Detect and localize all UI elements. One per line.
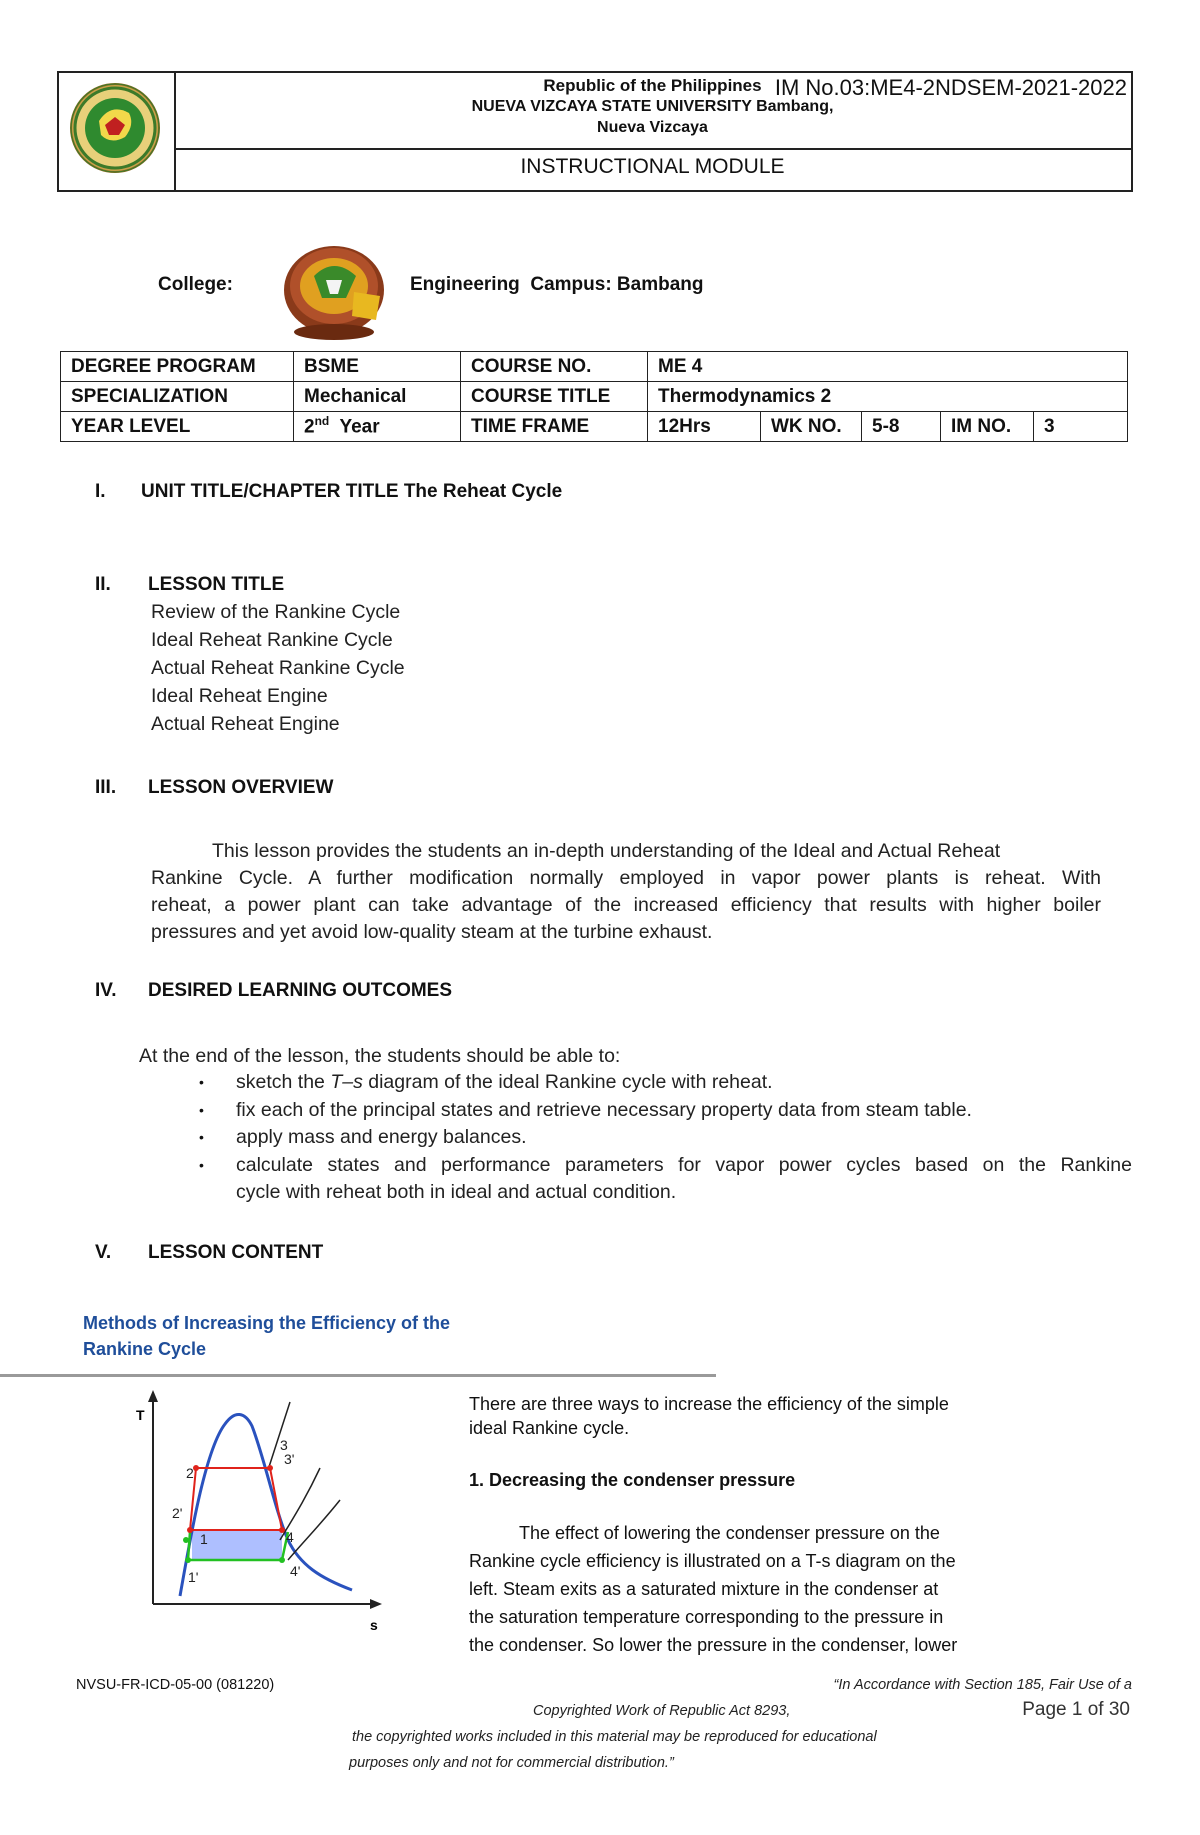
overview-line: This lesson provides the students an in-depth understanding of the Ideal and Actual Reheat [212,840,1001,862]
content-intro: There are three ways to increase the efficiency of the simple ideal Rankine cycle. [469,1394,949,1438]
state-label: 4 [286,1529,294,1545]
state-label: 2 [186,1465,194,1481]
outcome-item-cont: cycle with reheat both in ideal and actual condition. [236,1181,677,1203]
form-code: NVSU-FR-ICD-05-00 (081220) [76,1677,275,1693]
degree-program-value: BSME [294,352,461,382]
course-no-label: COURSE NO. [461,352,648,382]
campus-value: Campus: Bambang [530,274,704,295]
section-divider [0,1374,716,1377]
section1-title: UNIT TITLE/CHAPTER TITLE The Reheat Cycle [141,481,563,502]
lesson-item: Actual Reheat Rankine Cycle [151,657,405,679]
outcome-item: sketch the T–s diagram of the ideal Rankine cycle with reheat. [236,1071,773,1093]
method1-heading: 1. Decreasing the condenser pressure [469,1470,796,1490]
state-label: 2' [172,1505,183,1521]
college-label: College: [158,274,233,295]
header-republic: Republic of the Philippines [543,76,762,95]
saturation-dome [180,1414,352,1596]
state-label: 3' [284,1451,295,1467]
content-paragraph-line: the saturation temperature corresponding to the pressure in [469,1607,944,1627]
x-axis-arrow [370,1599,382,1609]
module-title: INSTRUCTIONAL MODULE [520,155,785,178]
x-axis-label: s [370,1617,378,1633]
year-level-value: 2nd Year [294,412,461,442]
course-title-label: COURSE TITLE [461,382,648,412]
outcome-item: apply mass and energy balances. [236,1126,527,1148]
section4-title: DESIRED LEARNING OUTCOMES [148,980,453,1001]
course-title-value: Thermodynamics 2 [648,382,1128,412]
section3-number: III. [95,777,117,798]
section2-number: II. [95,574,111,595]
ts-diagram [130,1390,390,1640]
section2-title: LESSON TITLE [148,574,285,595]
state-label: 1 [200,1531,208,1547]
specialization-value: Mechanical [294,382,461,412]
page-number: Page 1 of 30 [1022,1699,1130,1720]
year-level-label: YEAR LEVEL [61,412,294,442]
degree-program-label: DEGREE PROGRAM [61,352,294,382]
bullet: • [199,1102,204,1118]
content-paragraph-line: Rankine cycle efficiency is illustrated on a T-s diagram on the [469,1551,956,1571]
content-paragraph-line: The effect of lowering the condenser pressure on the [519,1523,940,1543]
college-value: Engineering [410,274,520,295]
time-frame-value: 12Hrs [648,412,761,442]
university-seal-cell [59,73,176,190]
state-label: 3 [280,1437,288,1453]
outcomes-intro: At the end of the lesson, the students should be able to: [139,1045,621,1067]
state-label: 4' [290,1563,301,1579]
section3-title: LESSON OVERVIEW [148,777,334,798]
im-no-value: 3 [1034,412,1128,442]
content-paragraph-line: the condenser. So lower the pressure in the condenser, lower [469,1635,958,1655]
state-points [187,1465,285,1533]
lesson-item: Ideal Reheat Engine [151,685,328,707]
overview-line: Rankine Cycle. A further modification normally employed in vapor power plants is reheat. With [151,867,1101,889]
header-university: NUEVA VIZCAYA STATE UNIVERSITY Bambang, [471,98,834,115]
header-divider [174,148,1131,150]
university-seal-logo [59,73,174,190]
college-logo [276,236,394,346]
course-info-table [60,351,1128,442]
outcome-item: fix each of the principal states and retrieve necessary property data from steam table. [236,1099,972,1121]
header-location: Nueva Vizcaya [597,119,708,136]
section5-number: V. [95,1242,112,1263]
methods-heading: Methods of Increasing the Efficiency of the Rankine Cycle [83,1313,451,1359]
lesson-item: Review of the Rankine Cycle [151,601,401,623]
wk-no-value: 5-8 [862,412,941,442]
state-label: 1' [188,1569,199,1585]
overview-line: reheat, a power plant can take advantage of the increased efficiency that results with higher boiler [151,894,1101,916]
wk-no-label: WK NO. [761,412,862,442]
section1-number: I. [95,481,106,502]
table-row [61,352,1128,382]
time-frame-label: TIME FRAME [461,412,648,442]
fair-use-line: the copyrighted works included in this material may be reproduced for educational [352,1729,877,1745]
y-axis-label: T [136,1407,145,1423]
fair-use-line: purposes only and not for commercial distribution.” [349,1755,674,1771]
course-no-value: ME 4 [648,352,1128,382]
im-code: IM No.03:ME4-2NDSEM-2021-2022 [774,75,1127,100]
table-row [61,382,1128,412]
overview-line: pressures and yet avoid low-quality steam at the turbine exhaust. [151,921,713,943]
fair-use-line: “In Accordance with Section 185, Fair Use of a [833,1677,1132,1693]
bullet: • [199,1129,204,1145]
specialization-label: SPECIALIZATION [61,382,294,412]
outcome-item: calculate states and performance parameters for vapor power cycles based on the Rankine [236,1154,1132,1176]
section4-number: IV. [95,980,117,1001]
im-no-label: IM NO. [941,412,1034,442]
table-row [61,412,1128,442]
lesson-item: Ideal Reheat Rankine Cycle [151,629,393,651]
y-axis-arrow [148,1390,158,1402]
lesson-item: Actual Reheat Engine [151,713,340,735]
bullet: • [199,1074,204,1090]
bullet: • [199,1157,204,1173]
fair-use-line: Copyrighted Work of Republic Act 8293, [533,1703,791,1719]
section5-title: LESSON CONTENT [148,1242,324,1263]
content-paragraph-line: left. Steam exits as a saturated mixture in the condenser at [469,1579,939,1599]
document-header [57,71,1133,192]
pressure-line [288,1500,340,1560]
